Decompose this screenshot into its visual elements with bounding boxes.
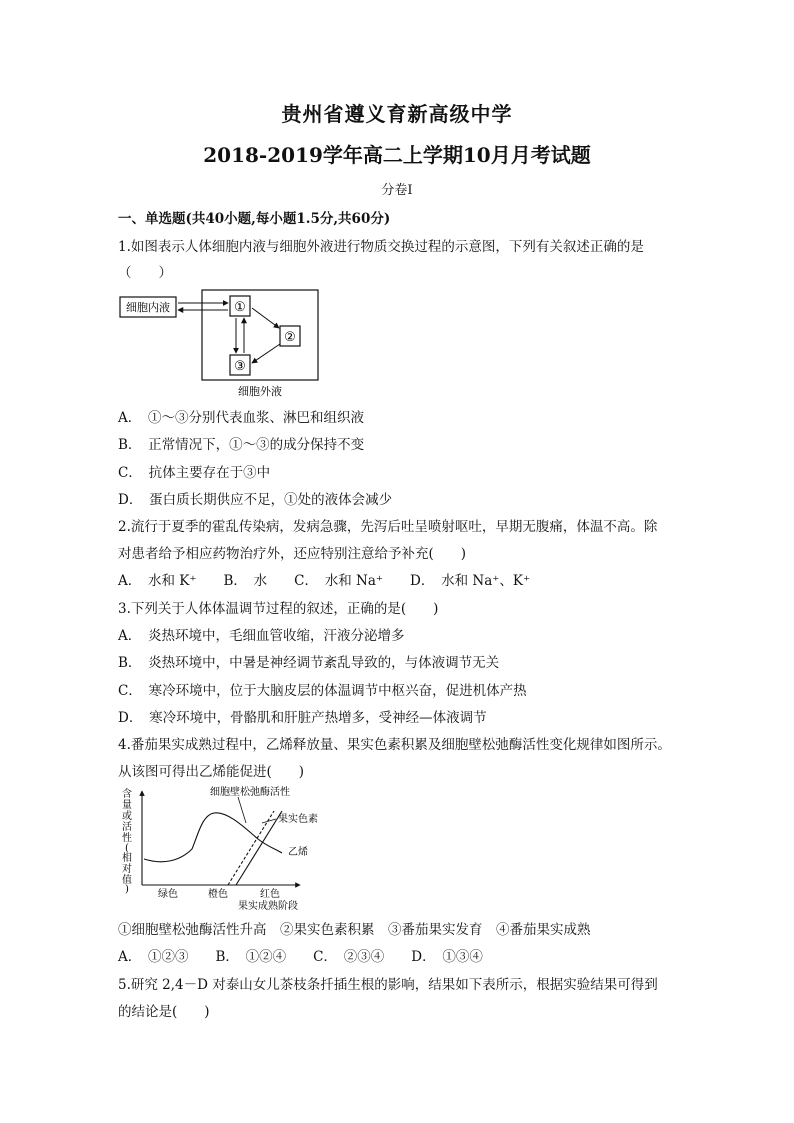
q1-option-c: C． 抗体主要存在于③中 [118,465,271,481]
q4-ripening-chart [118,785,348,913]
y-axis-label [122,787,132,895]
svg-text:活: 活 [122,822,132,833]
q4-stem-line1: 4.番茄果实成熟过程中，乙烯释放量、果实色素积累及细胞壁松弛酶活性变化规律如图所示。 [118,737,671,753]
svg-text:相: 相 [122,853,132,864]
q5-stem-line1: 5.研究 2,4－D 对泰山女儿茶枝条扦插生根的影响，结果如下表所示，根据实验结果可得到 [118,977,658,993]
extracellular-caption: 细胞外液 [238,385,282,398]
svg-text:含: 含 [122,789,132,800]
tick-red: 红色 [260,889,280,900]
q4-items: ①细胞壁松弛酶活性升高 ②果实色素积累 ③番茄果实发育 ④番茄果实成熟 [118,922,591,938]
q1-fluid-exchange-diagram [118,288,324,400]
school-title: 贵州省遵义育新高级中学 [281,102,513,126]
q2-options: A． 水和 K⁺ B． 水 C． 水和 Na⁺ D． 水和 Na⁺、K⁺ [118,573,531,589]
tick-green: 绿色 [158,889,178,900]
q1-option-d: D． 蛋白质长期供应不足，①处的液体会减少 [118,492,393,508]
q3-option-b: B． 炎热环境中，中暑是神经调节紊乱导致的，与体液调节无关 [118,655,500,671]
q4-stem-line2: 从该图可得出乙烯能促进( ) [118,764,305,780]
svg-text:量: 量 [122,800,132,811]
label-pigment: 果实色素 [278,814,318,825]
q3-option-a: A． 炎热环境中，毛细血管收缩，汗液分泌增多 [118,628,405,644]
svg-text:性: 性 [122,833,132,844]
label-ethylene: 乙烯 [288,847,308,858]
q5-stem-line2: 的结论是( ) [118,1004,210,1020]
q3-option-d: D． 寒冷环境中，骨骼肌和肝脏产热增多，受神经—体液调节 [118,710,487,726]
exam-title: 2018-2019学年高二上学期10月月考试题 [203,143,591,167]
node-3-label: ③ [234,359,246,374]
node-2-label: ② [284,330,296,345]
node-1-label: ① [234,300,246,315]
q3-option-c: C． 寒冷环境中，位于大脑皮层的体温调节中枢兴奋，促进机体产热 [118,683,527,699]
part-label: 分卷I [381,183,413,198]
x-axis-label: 果实成熟阶段 [238,901,298,912]
intracellular-label: 细胞内液 [126,301,170,314]
ethylene-line [228,811,274,885]
enzyme-curve [144,813,282,862]
svg-text:值: 值 [122,875,132,886]
q3-stem: 3.下列关于人体体温调节过程的叙述，正确的是( ) [118,601,439,617]
svg-text:): ) [125,884,129,895]
label-enzyme: 细胞壁松弛酶活性 [210,787,290,798]
leader-enzyme [238,797,246,823]
q2-stem-line1: 2.流行于夏季的霍乱传染病，发病急骤，先泻后吐呈喷射呕吐，早期无腹痛，体温不高。除 [118,519,658,535]
q1-option-a: A． ①～③分别代表血浆、淋巴和组织液 [118,410,364,426]
q1-option-b: B． 正常情况下，①～③的成分保持不变 [118,437,365,453]
svg-text:对: 对 [122,864,132,875]
tick-orange: 橙色 [208,889,228,900]
arrow-2-to-3 [252,344,280,363]
section-heading: 一、单选题(共40小题,每小题1.5分,共60分) [118,211,391,227]
svg-text:(: ( [125,843,129,854]
arrow-1-to-2 [252,308,279,328]
svg-text:或: 或 [122,811,132,822]
pigment-line [236,811,282,885]
q1-stem-line1: 1.如图表示人体细胞内液与细胞外液进行物质交换过程的示意图，下列有关叙述正确的是 [118,239,644,255]
q2-stem-line2: 对患者给予相应药物治疗外，还应特别注意给予补充( ) [118,546,467,562]
q4-options: A． ①②③ B． ①②④ C． ②③④ D． ①③④ [118,949,483,965]
q1-stem-line2: （ ） [118,265,172,281]
